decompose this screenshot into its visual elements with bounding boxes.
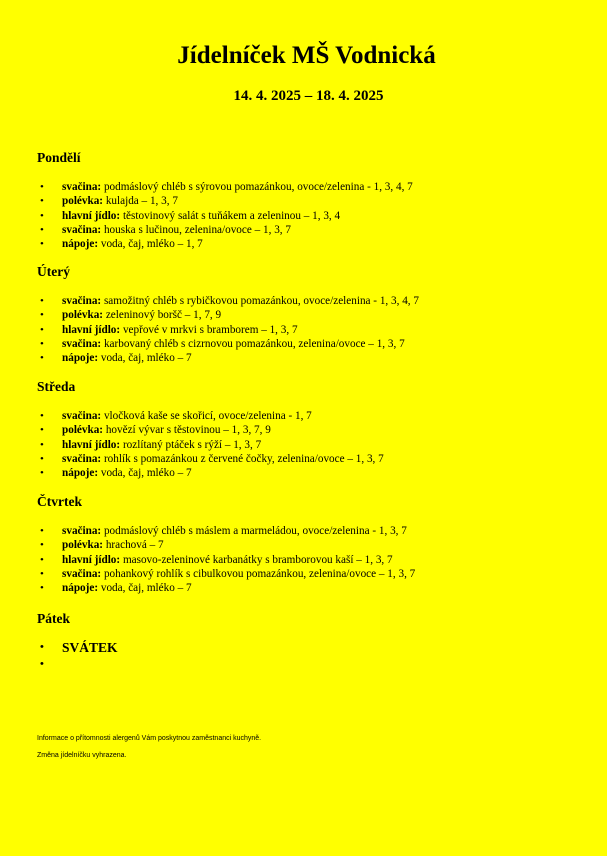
item-label: svačina: — [62, 567, 102, 580]
list-item — [37, 194, 577, 208]
item-label: hlavní jídlo: — [62, 323, 121, 336]
item-label: nápoje: — [62, 352, 99, 365]
day-heading-monday: Pondělí — [37, 150, 81, 165]
list-item — [37, 581, 577, 595]
list-item — [37, 466, 577, 480]
item-text: voda, čaj, mléko – 7 — [100, 352, 192, 365]
item-text: rohlík s pomazánkou z červené čočky, zelenina/ovoce – 1, 3, 7 — [103, 452, 384, 465]
day-heading-wednesday: Středa — [37, 379, 76, 394]
item-label: nápoje: — [62, 467, 99, 480]
item-text: voda, čaj, mléko – 7 — [100, 582, 192, 595]
item-label: svačina: — [62, 525, 102, 537]
item-text: samožitný chléb s rybičkovou pomazánkou, ovoce/zelenina - 1, 3, 4, 7 — [103, 295, 419, 307]
item-label: svačina: — [62, 452, 102, 465]
item-text: těstovinový salát s tuňákem a zeleninou – 1, 3, 4 — [122, 209, 341, 222]
item-text: pohankový rohlík s cibulkovou pomazánkou, zelenina/ovoce – 1, 3, 7 — [103, 567, 416, 580]
item-label: nápoje: — [62, 238, 99, 251]
list-item — [37, 323, 577, 337]
tuesday-menu-list — [37, 294, 577, 365]
item-text: masovo-zeleninové karbanátky s bramborovou kaší – 1, 3, 7 — [122, 553, 393, 566]
item-text: podmáslový chléb s máslem a marmeládou, ovoce/zelenina - 1, 3, 7 — [103, 525, 407, 537]
item-label: hlavní jídlo: — [62, 438, 121, 451]
list-item — [37, 438, 577, 452]
wednesday-menu-list — [37, 409, 577, 480]
monday-menu-list — [37, 180, 577, 251]
item-label: polévka: — [62, 309, 104, 322]
list-item — [37, 294, 577, 308]
list-item — [37, 538, 577, 552]
list-item — [37, 639, 577, 656]
item-label: polévka: — [62, 539, 104, 552]
item-text: houska s lučinou, zelenina/ovoce – 1, 3, 7 — [103, 223, 291, 236]
item-label: hlavní jídlo: — [62, 553, 121, 566]
list-item — [37, 209, 577, 223]
list-item — [37, 409, 577, 423]
item-label: svačina: — [62, 295, 102, 307]
item-text: hrachová – 7 — [105, 539, 164, 552]
list-item — [37, 553, 577, 567]
list-item — [37, 223, 577, 237]
date-range: 14. 4. 2025 – 18. 4. 2025 — [233, 88, 384, 104]
item-text: karbovaný chléb s cizrnovou pomazánkou, zelenina/ovoce – 1, 3, 7 — [103, 337, 405, 350]
list-item — [37, 308, 577, 322]
list-item — [37, 524, 577, 538]
allergen-note: Informace o přítomnosti alergenů Vám poskytnou zaměstnanci kuchyně. — [37, 735, 262, 742]
item-text: vločková kaše se skořicí, ovoce/zelenina - 1, 7 — [103, 410, 312, 422]
item-label: svačina: — [62, 223, 102, 236]
item-label: nápoje: — [62, 582, 99, 595]
page-title: Jídelníček MŠ Vodnická — [177, 42, 436, 69]
friday-menu-list — [37, 639, 577, 656]
item-text: voda, čaj, mléko – 7 — [100, 467, 192, 480]
list-item — [37, 423, 577, 437]
thursday-menu-list — [37, 524, 577, 595]
list-item — [37, 180, 577, 194]
item-text: hovězí vývar s těstovinou – 1, 3, 7, 9 — [105, 424, 271, 437]
list-item — [37, 567, 577, 581]
item-text: rozlítaný ptáček s rýží – 1, 3, 7 — [122, 438, 262, 451]
item-label: hlavní jídlo: — [62, 209, 121, 222]
day-heading-friday: Pátek — [37, 611, 70, 626]
menu-change-note: Změna jídelníčku vyhrazena. — [37, 752, 127, 759]
item-label: svačina: — [62, 337, 102, 350]
item-label: polévka: — [62, 424, 104, 437]
list-item — [37, 337, 577, 351]
item-label: svačina: — [62, 410, 102, 422]
item-text: zeleninový boršč – 1, 7, 9 — [105, 309, 222, 322]
list-item — [37, 351, 577, 365]
item-label: polévka: — [62, 195, 104, 208]
list-item — [37, 237, 577, 251]
list-item — [37, 452, 577, 466]
item-text: voda, čaj, mléko – 1, 7 — [100, 238, 203, 251]
item-text: vepřové v mrkvi s bramborem – 1, 3, 7 — [122, 323, 298, 336]
item-label: svačina: — [62, 181, 102, 193]
day-heading-tuesday: Úterý — [37, 264, 70, 279]
item-text: kulajda – 1, 3, 7 — [105, 195, 178, 208]
day-heading-thursday: Čtvrtek — [37, 494, 82, 509]
item-text: podmáslový chléb s sýrovou pomazánkou, ovoce/zelenina - 1, 3, 4, 7 — [103, 181, 413, 193]
item-label: SVÁTEK — [62, 640, 118, 655]
